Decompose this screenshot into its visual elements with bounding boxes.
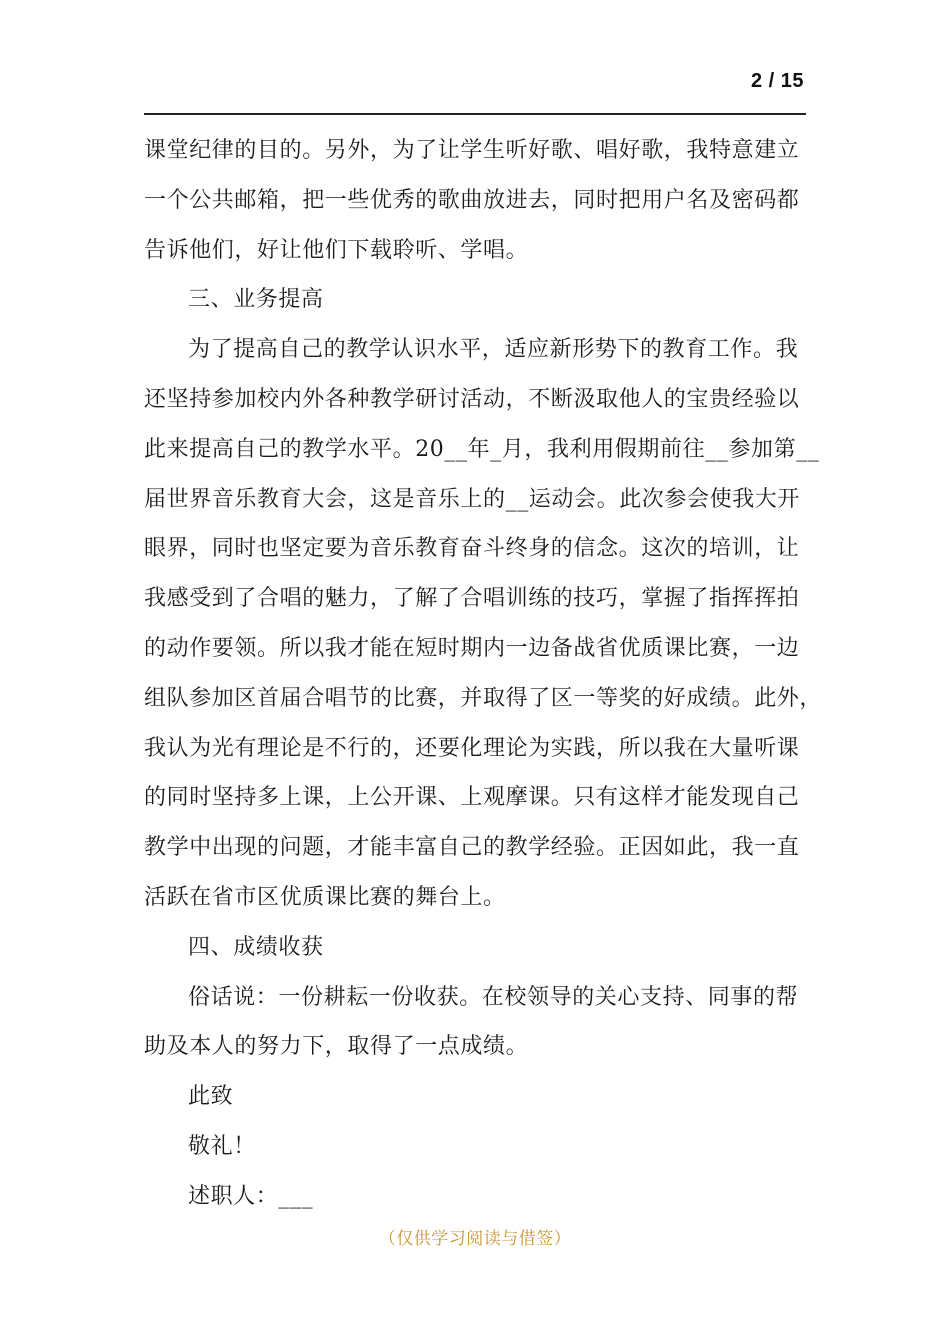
body-line: 活跃在省市区优质课比赛的舞台上。: [144, 884, 506, 910]
document-body: [144, 126, 823, 1222]
body-line: 助及本人的努力下，取得了一点成绩。: [144, 1034, 529, 1060]
body-line: 四、成绩收获: [188, 934, 324, 960]
page-number: 2 / 15: [750, 70, 804, 92]
body-line: 课堂纪律的目的。另外，为了让学生听好歌、唱好歌，我特意建立: [144, 138, 800, 163]
body-line: 教学中出现的问题，才能丰富自己的教学经验。正因如此，我一直: [144, 835, 800, 861]
body-line: 为了提高自己的教学认识水平，适应新形势下的教育工作。我: [188, 337, 799, 363]
body-line: 眼界，同时也坚定要为音乐教育奋斗终身的信念。这次的培训，让: [144, 536, 800, 562]
body-line: 还坚持参加校内外各种教学研讨活动，不断汲取他人的宝贵经验以: [144, 386, 800, 412]
body-line: 此致: [188, 1084, 234, 1110]
body-line: 的动作要领。所以我才能在短时期内一边备战省优质课比赛，一边: [144, 635, 800, 661]
body-line: 我认为光有理论是不行的，还要化理论为实践，所以我在大量听课: [144, 735, 800, 761]
body-line: 告诉他们，好让他们下载聆听、学唱。: [144, 237, 529, 263]
footer-note: （仅供学习阅读与借签）: [378, 1229, 572, 1249]
body-line: 述职人：___: [188, 1183, 314, 1209]
body-line: 组队参加区首届合唱节的比赛，并取得了区一等奖的好成绩。此外，: [144, 685, 823, 711]
body-line: 的同时坚持多上课，上公开课、上观摩课。只有这样才能发现自己: [144, 785, 800, 811]
body-line: 我感受到了合唱的魅力，了解了合唱训练的技巧，掌握了指挥挥拍: [144, 586, 800, 612]
body-line: 一个公共邮箱，把一些优秀的歌曲放进去，同时把用户名及密码都: [144, 187, 800, 213]
header-divider: [144, 113, 806, 115]
body-line: 此来提高自己的教学水平。20__年_月，我利用假期前往__参加第__: [144, 436, 820, 462]
body-line: 届世界音乐教育大会，这是音乐上的__运动会。此次参会使我大开: [144, 486, 801, 512]
body-line: 敬礼！: [188, 1133, 256, 1159]
body-line: 三、业务提高: [188, 287, 324, 313]
body-line: 俗话说：一份耕耘一份收获。在校领导的关心支持、同事的帮: [188, 984, 799, 1010]
